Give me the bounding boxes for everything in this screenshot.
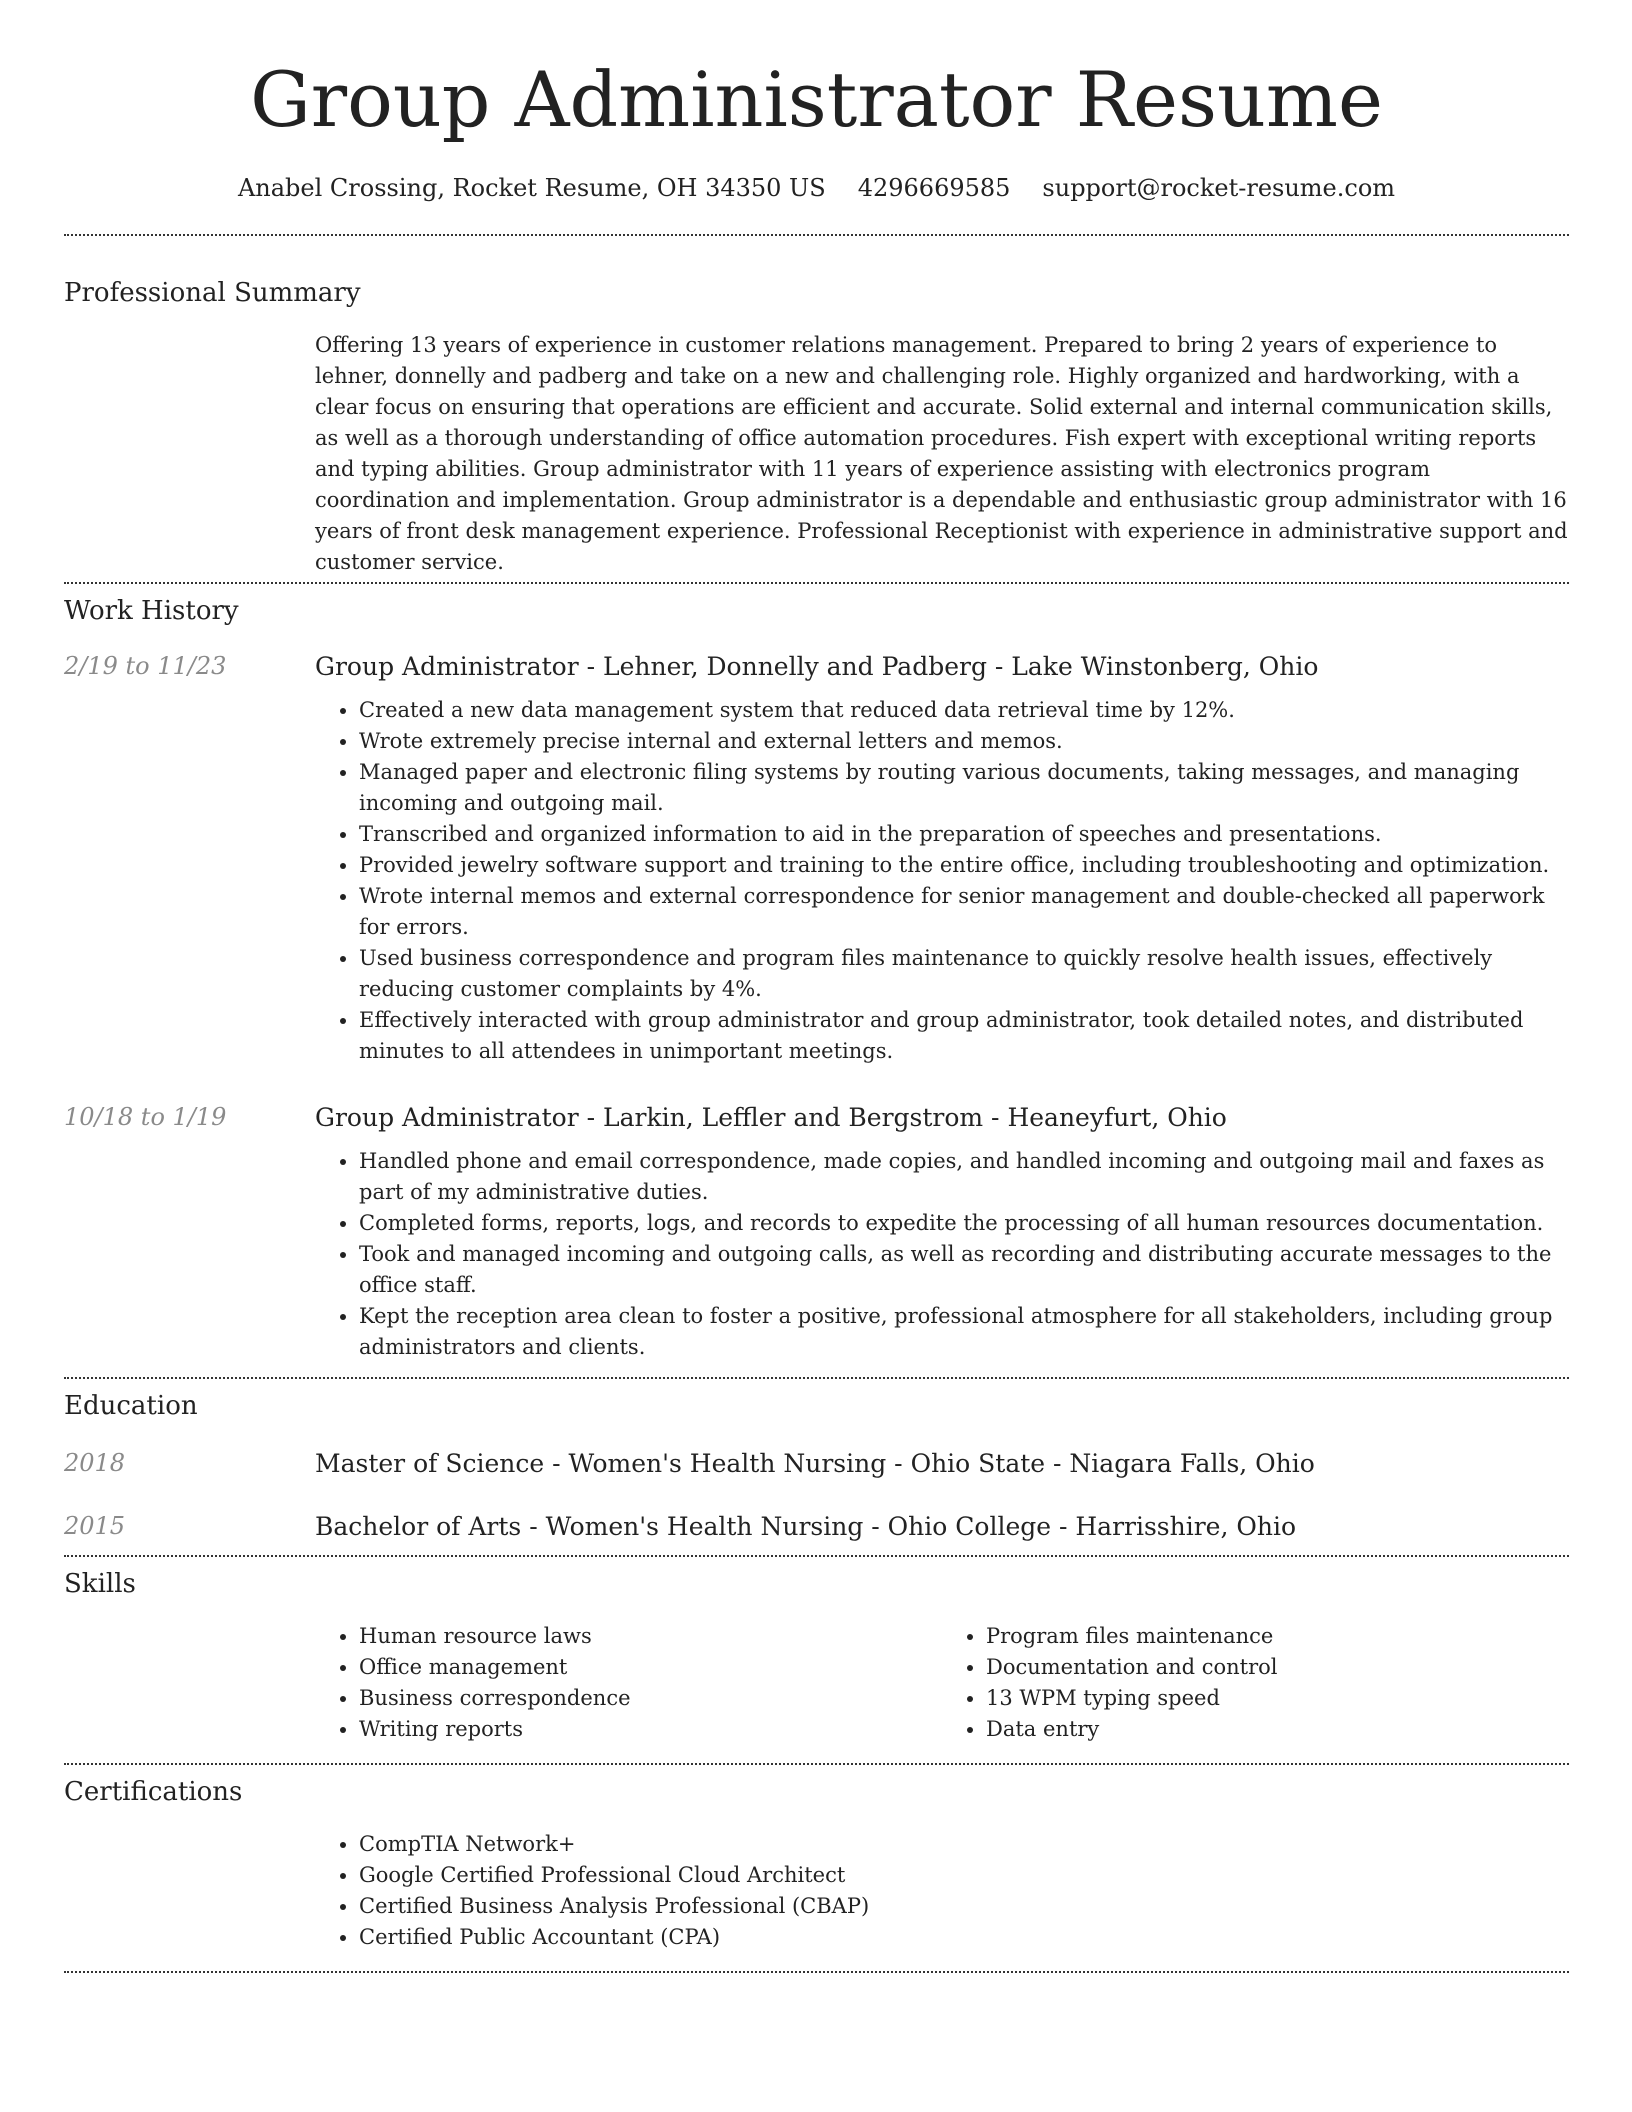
work-history-section [64, 596, 1569, 1363]
page-title: Group Administrator Resume [250, 55, 1383, 144]
certifications-section [64, 1777, 1569, 1953]
divider [64, 1555, 1569, 1557]
list-item: • Managed paper and electronic filing systems by routing various documents, taking messages, and managing incoming and outgoing mail. [359, 757, 1569, 819]
education-entry [64, 1449, 1569, 1478]
list-item: • Documentation and control [986, 1652, 1569, 1683]
education-year: 2018 [64, 1449, 126, 1477]
list-item: • Certified Public Accountant (CPA) [359, 1922, 1569, 1953]
certifications-list [315, 1829, 1569, 1953]
education-entry [64, 1512, 1569, 1541]
divider [64, 234, 1569, 236]
skills-section [64, 1569, 1569, 1745]
list-item: • Business correspondence [359, 1683, 942, 1714]
divider [64, 1763, 1569, 1765]
contact-email: support@rocket-resume.com [1042, 174, 1396, 202]
skills-list-right [942, 1621, 1569, 1745]
list-item: • Office management [359, 1652, 942, 1683]
job-title: Group Administrator - Lehner, Donnelly and Padberg - Lake Winstonberg, Ohio [315, 652, 1319, 681]
job-title: Group Administrator - Larkin, Leffler and Bergstrom - Heaneyfurt, Ohio [315, 1103, 1227, 1132]
list-item: • Created a new data management system that reduced data retrieval time by 12%. [359, 695, 1569, 726]
list-item: • Took and managed incoming and outgoing calls, as well as recording and distributing accurate messages to the office staff. [359, 1239, 1569, 1301]
divider [64, 1971, 1569, 1973]
contact-line [64, 174, 1569, 202]
job-entry [64, 652, 1569, 1067]
list-item: • CompTIA Network+ [359, 1829, 1569, 1860]
resume-page [64, 0, 1569, 1973]
section-title-skills: Skills [64, 1569, 136, 1599]
list-item: • Data entry [986, 1714, 1569, 1745]
list-item: • Human resource laws [359, 1621, 942, 1652]
list-item: • Certified Business Analysis Professional (CBAP) [359, 1891, 1569, 1922]
contact-address: Anabel Crossing, Rocket Resume, OH 34350 US [237, 174, 826, 202]
list-item: • Wrote internal memos and external correspondence for senior management and double-checked all paperwork for errors. [359, 881, 1569, 943]
divider [64, 582, 1569, 584]
list-item: • Writing reports [359, 1714, 942, 1745]
education-section [64, 1391, 1569, 1541]
section-title-work-history: Work History [64, 596, 239, 626]
job-dates: 2/19 to 11/23 [64, 652, 227, 680]
job-entry [64, 1103, 1569, 1363]
contact-phone: 4296669585 [857, 174, 1011, 202]
list-item: • Transcribed and organized information to aid in the preparation of speeches and presentations. [359, 819, 1569, 850]
list-item: • Completed forms, reports, logs, and records to expedite the processing of all human resources documentation. [359, 1208, 1569, 1239]
list-item: • Provided jewelry software support and training to the entire office, including troubleshooting and optimization. [359, 850, 1569, 881]
job-dates: 10/18 to 1/19 [64, 1103, 227, 1131]
list-item: • Used business correspondence and program files maintenance to quickly resolve health issues, effectively reducing customer complaints by 4%. [359, 943, 1569, 1005]
list-item: • Wrote extremely precise internal and external letters and memos. [359, 726, 1569, 757]
list-item: • Program files maintenance [986, 1621, 1569, 1652]
section-title-certifications: Certifications [64, 1777, 243, 1807]
summary-section [64, 278, 1569, 578]
skills-list-left [315, 1621, 942, 1745]
list-item: • 13 WPM typing speed [986, 1683, 1569, 1714]
job-bullets [315, 695, 1569, 1067]
education-degree: Bachelor of Arts - Women's Health Nursing - Ohio College - Harrisshire, Ohio [315, 1512, 1297, 1541]
section-title-summary: Professional Summary [64, 278, 361, 308]
list-item: • Kept the reception area clean to foster a positive, professional atmosphere for all stakeholders, including group administrators and clients. [359, 1301, 1569, 1363]
list-item: • Google Certified Professional Cloud Architect [359, 1860, 1569, 1891]
divider [64, 1377, 1569, 1379]
education-degree: Master of Science - Women's Health Nursing - Ohio State - Niagara Falls, Ohio [315, 1449, 1315, 1478]
summary-text: Offering 13 years of experience in customer relations management. Prepared to bring 2 years of experience to lehner, donnelly and padberg and take on a new and challenging role. Highly organized and hardworking, with a clear focus on ensuring that operations are efficient and accurate. Solid external and internal communication skills, as well as a thorough understanding of office automation procedures. Fish expert with exceptional writing reports and typing abilities. Group administrator with 11 years of experience assisting with electronics program coordination and implementation. Group administrator is a dependable and enthusiastic group administrator with 16 years of front desk management experience. Professional Receptionist with experience in administrative support and customer service. [315, 333, 1568, 574]
list-item: • Handled phone and email correspondence, made copies, and handled incoming and outgoing mail and faxes as part of my administrative duties. [359, 1146, 1569, 1208]
education-year: 2015 [64, 1512, 126, 1540]
job-bullets [315, 1146, 1569, 1363]
section-title-education: Education [64, 1391, 198, 1421]
list-item: • Effectively interacted with group administrator and group administrator, took detailed notes, and distributed minutes to all attendees in unimportant meetings. [359, 1005, 1569, 1067]
